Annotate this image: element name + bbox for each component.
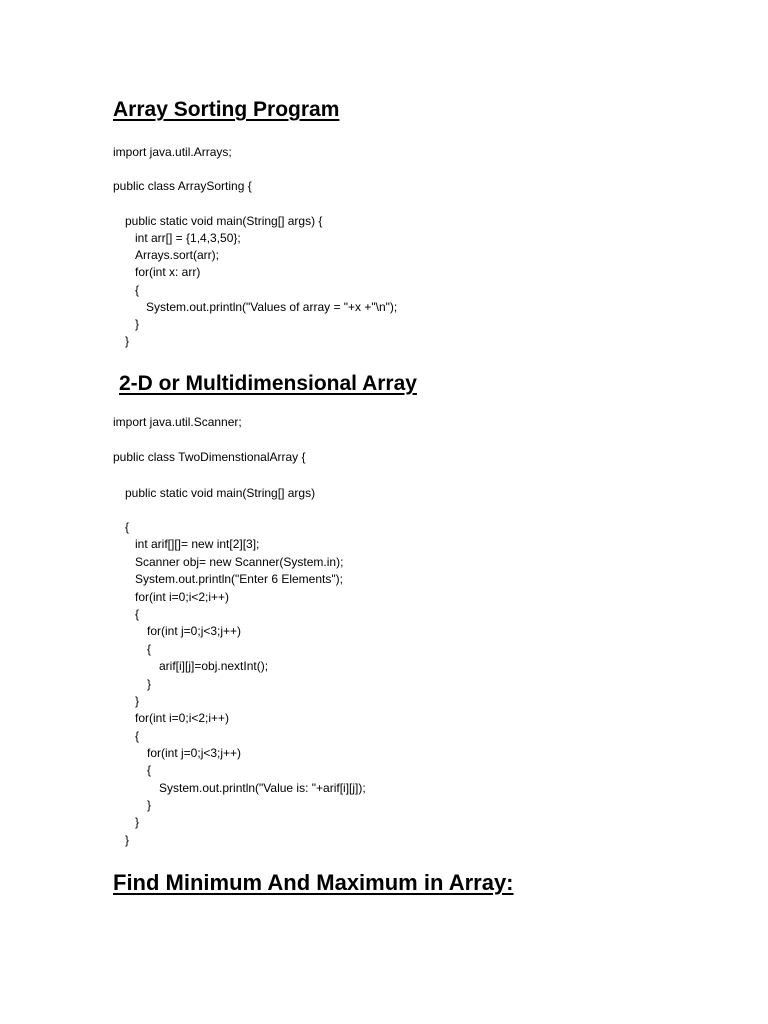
code-line: Arrays.sort(arr); xyxy=(135,248,219,262)
code-line: public static void main(String[] args) { xyxy=(125,214,323,228)
code-line: for(int j=0;j<3;j++) xyxy=(147,624,242,638)
code-line: } xyxy=(125,833,130,847)
code-line: arif[i][j]=obj.nextInt(); xyxy=(159,659,269,673)
code-line: } xyxy=(147,677,152,691)
code-line: { xyxy=(135,729,140,743)
code-line: import java.util.Scanner; xyxy=(113,415,242,429)
code-line: { xyxy=(147,763,152,777)
code-line: for(int i=0;i<2;i++) xyxy=(135,590,230,604)
heading-array-sorting: Array Sorting Program xyxy=(113,98,340,121)
code-line: System.out.println("Values of array = "+x +"\n"); xyxy=(146,300,398,314)
heading-find-min-max: Find Minimum And Maximum in Array: xyxy=(113,870,514,895)
code-line: { xyxy=(135,283,140,297)
code-line: for(int j=0;j<3;j++) xyxy=(147,746,242,760)
code-line: } xyxy=(135,694,140,708)
code-line: for(int i=0;i<2;i++) xyxy=(135,711,230,725)
code-line: int arif[][]= new int[2][3]; xyxy=(135,537,260,551)
heading-multidimensional-array: 2-D or Multidimensional Array xyxy=(119,372,417,395)
code-line: { xyxy=(147,642,152,656)
code-line: import java.util.Arrays; xyxy=(113,145,232,159)
code-line: public class ArraySorting { xyxy=(113,179,252,193)
code-line: System.out.println("Value is: "+arif[i][j]); xyxy=(159,781,366,795)
code-line: } xyxy=(135,317,140,331)
code-line: Scanner obj= new Scanner(System.in); xyxy=(135,555,344,569)
code-line: { xyxy=(125,520,130,534)
code-line: int arr[] = {1,4,3,50}; xyxy=(135,231,241,245)
code-line: } xyxy=(135,815,140,829)
code-line: public static void main(String[] args) xyxy=(125,486,316,500)
code-line: System.out.println("Enter 6 Elements"); xyxy=(135,572,343,586)
code-line: } xyxy=(147,798,152,812)
code-line: for(int x: arr) xyxy=(135,265,201,279)
code-line: } xyxy=(125,334,130,348)
code-line: public class TwoDimenstionalArray { xyxy=(113,450,306,464)
code-line: { xyxy=(135,607,140,621)
